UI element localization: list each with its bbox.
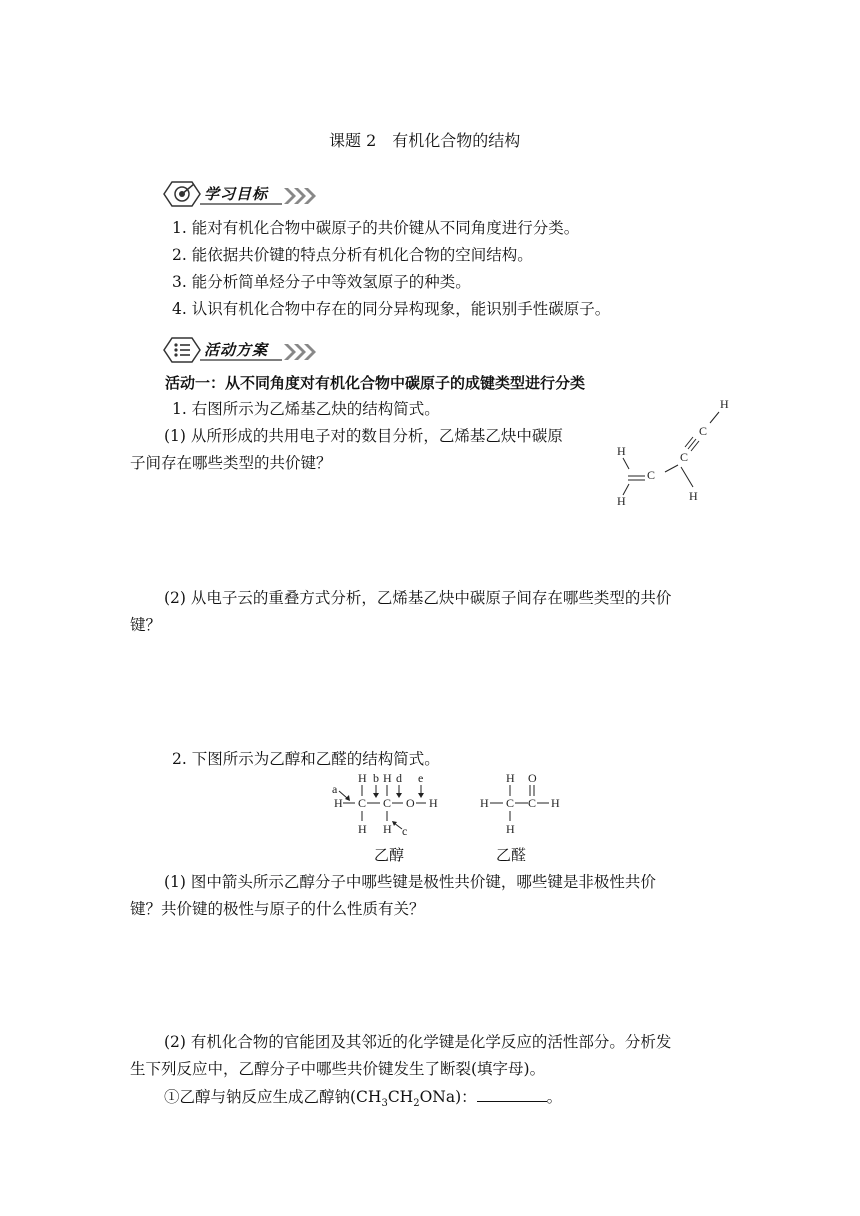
q2-intro: 2. 下图所示为乙醇和乙醛的结构简式。	[172, 750, 440, 768]
atom-label: C	[699, 424, 708, 438]
goals-banner-label: 学习目标	[204, 185, 269, 203]
q1-intro: 1. 右图所示为乙烯基乙炔的结构简式。	[172, 400, 440, 418]
vinylacetylene-structure	[605, 395, 755, 515]
answer-blank[interactable]	[477, 1087, 547, 1102]
atom-label: H	[358, 771, 367, 785]
atom-label: C	[647, 468, 656, 482]
subscript: 2	[413, 1098, 420, 1110]
item-text: 。	[546, 1088, 563, 1106]
bond-letter: d	[396, 771, 402, 785]
goals-banner	[162, 180, 327, 208]
atom-label: H	[429, 796, 438, 810]
activity-banner	[162, 336, 327, 364]
goal-item: 1. 能对有机化合物中碳原子的共价键从不同角度进行分类。	[172, 219, 580, 237]
q1-2-text: 键？	[130, 616, 162, 634]
q1-1-text: 子间存在哪些类型的共价键？	[130, 454, 332, 472]
item-text: ONa)：	[419, 1088, 477, 1106]
atom-label: C	[358, 796, 367, 810]
atom-label: C	[383, 796, 392, 810]
atom-label: H	[506, 771, 515, 785]
acetaldehyde-structure	[478, 771, 568, 839]
atom-label: H	[383, 822, 392, 836]
activity1-heading: 活动一：从不同角度对有机化合物中碳原子的成键类型进行分类	[165, 374, 586, 392]
atom-label: H	[617, 444, 626, 458]
activity-banner-label: 活动方案	[204, 341, 269, 359]
item-text: CH	[387, 1088, 414, 1106]
atom-label: H	[358, 822, 367, 836]
ethanol-structure	[328, 771, 448, 839]
ethanol-label: 乙醇	[374, 846, 405, 864]
q1-2-text: (2) 从电子云的重叠方式分析，乙烯基乙炔中碳原子间存在哪些类型的共价	[164, 589, 672, 607]
goal-item: 2. 能依据共价键的特点分析有机化合物的空间结构。	[172, 246, 533, 264]
q2-2-item1	[164, 1086, 562, 1115]
atom-label: H	[506, 822, 515, 836]
atom-label: C	[528, 796, 537, 810]
atom-label: O	[528, 771, 537, 785]
atom-label: H	[689, 489, 698, 503]
atom-label: C	[506, 796, 515, 810]
q2-2-text: (2) 有机化合物的官能团及其邻近的化学键是化学反应的活性部分。分析发	[164, 1033, 672, 1051]
atom-label: C	[680, 450, 689, 464]
q2-2-text: 生下列反应中，乙醇分子中哪些共价键发生了断裂(填字母)。	[130, 1060, 546, 1078]
bond-letter: c	[402, 824, 408, 838]
atom-label: O	[406, 796, 415, 810]
atom-label: H	[334, 796, 343, 810]
atom-label: H	[720, 397, 729, 411]
goal-item: 3. 能分析简单烃分子中等效氢原子的种类。	[172, 273, 471, 291]
acetaldehyde-label: 乙醛	[496, 846, 527, 864]
page-title: 课题 2 有机化合物的结构	[329, 131, 521, 150]
atom-label: H	[551, 796, 560, 810]
q1-1-text: (1) 从所形成的共用电子对的数目分析，乙烯基乙炔中碳原	[164, 427, 563, 445]
subscript: 3	[381, 1098, 388, 1110]
atom-label: H	[383, 771, 392, 785]
bond-letter: e	[418, 771, 424, 785]
goal-item: 4. 认识有机化合物中存在的同分异构现象，能识别手性碳原子。	[172, 300, 611, 318]
atom-label: H	[617, 494, 626, 508]
bond-letter: b	[373, 771, 379, 785]
bond-letter: a	[332, 782, 338, 796]
item-text: ①乙醇与钠反应生成乙醇钠(CH	[164, 1088, 382, 1106]
atom-label: H	[480, 796, 489, 810]
q2-1-text: (1) 图中箭头所示乙醇分子中哪些键是极性共价键，哪些键是非极性共价	[164, 873, 656, 891]
q2-1-text: 键？共价键的极性与原子的什么性质有关？	[130, 900, 425, 918]
